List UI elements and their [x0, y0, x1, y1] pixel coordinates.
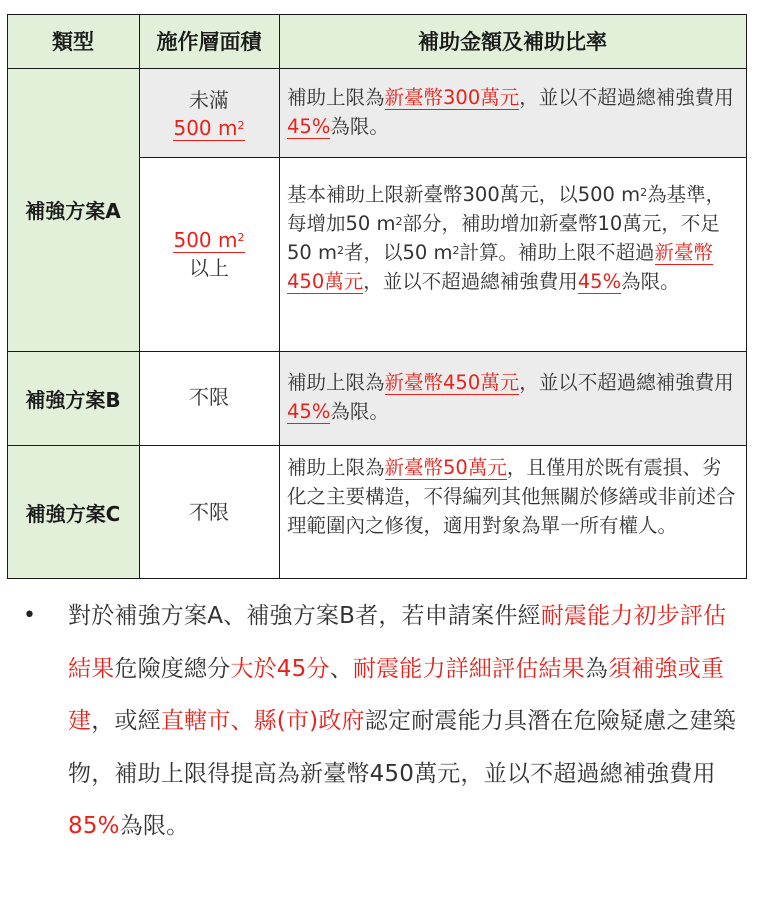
plan-b-cell [7, 351, 139, 445]
table-col-rule [139, 14, 140, 579]
plan-c-desc-cell [279, 445, 746, 579]
plan-a-row2-desc: 基本補助上限新臺幣300萬元，以500 $m^2$為基準，每增加50 $m^2$部分，補助增加新臺幣10萬元，不足50 $m^2$者，以50 $m^2$計算。補助上限不超過新臺幣450萬元，並以不超過總補強費用45%為限。 [287, 183, 726, 293]
header-area [139, 14, 279, 68]
plan-c-desc: 補助上限為新臺幣50萬元，且僅用於既有震損、劣化之主要構造，不得編列其他無關於修繕或非前述合理範圍內之修復，適用對象為單一所有權人。 [287, 456, 736, 537]
plan-c-area: 不限 [189, 500, 229, 524]
table-rule [7, 351, 747, 352]
note-paragraph: 對於補強方案A、補強方案B者，若申請案件經耐震能力初步評估結果危險度總分大於45分、耐震能力詳細評估結果為須補強或重建，或經直轄市、縣(市)政府認定耐震能力具潛在危險疑慮之建築物，補助上限得提高為新臺幣450萬元，並以不超過總補強費用85%為限。 [68, 603, 736, 839]
plan-a-row2-desc-cell [279, 157, 746, 351]
table-rule [7, 445, 747, 446]
note-bullet: • [23, 603, 36, 628]
plan-a-row1-desc: 補助上限為新臺幣300萬元，並以不超過總補強費用45%為限。 [287, 86, 734, 138]
plan-a-row1-desc-cell [279, 68, 746, 157]
plan-a-label: 補強方案A [25, 199, 121, 223]
table-border-bottom [7, 578, 747, 579]
plan-b-desc-cell [279, 351, 746, 445]
plan-b-label: 補強方案B [25, 387, 121, 412]
table-border-right [746, 14, 747, 579]
area-500-value: 500 $m^2$ [173, 116, 245, 140]
plan-b-area: 不限 [189, 385, 229, 409]
header-area-label: 施作層面積 [156, 30, 262, 54]
plan-b-desc: 補助上限為新臺幣450萬元，並以不超過總補強費用45%為限。 [287, 371, 734, 423]
plan-b-area-cell [139, 351, 279, 445]
area-500-over-value: 500 $m^2$ [173, 228, 245, 252]
header-type-label: 類型 [52, 30, 94, 54]
area-over-label: 以上 [189, 256, 229, 280]
header-subsidy [279, 14, 746, 68]
plan-a-row2-area-cell [139, 157, 279, 351]
plan-a-row1-area-cell [139, 68, 279, 157]
table-rule [139, 157, 747, 158]
plan-c-label: 補強方案C [25, 501, 121, 526]
header-subsidy-label: 補助金額及補助比率 [418, 30, 607, 54]
plan-c-area-cell [139, 445, 279, 579]
table-col-rule [279, 14, 280, 579]
plan-c-cell [7, 445, 139, 579]
table-border-top [7, 14, 747, 15]
table-border-left [7, 14, 8, 579]
header-type [7, 14, 139, 68]
plan-a-cell [7, 68, 139, 351]
table-rule [7, 68, 747, 69]
area-under-label: 未滿 [189, 88, 229, 112]
